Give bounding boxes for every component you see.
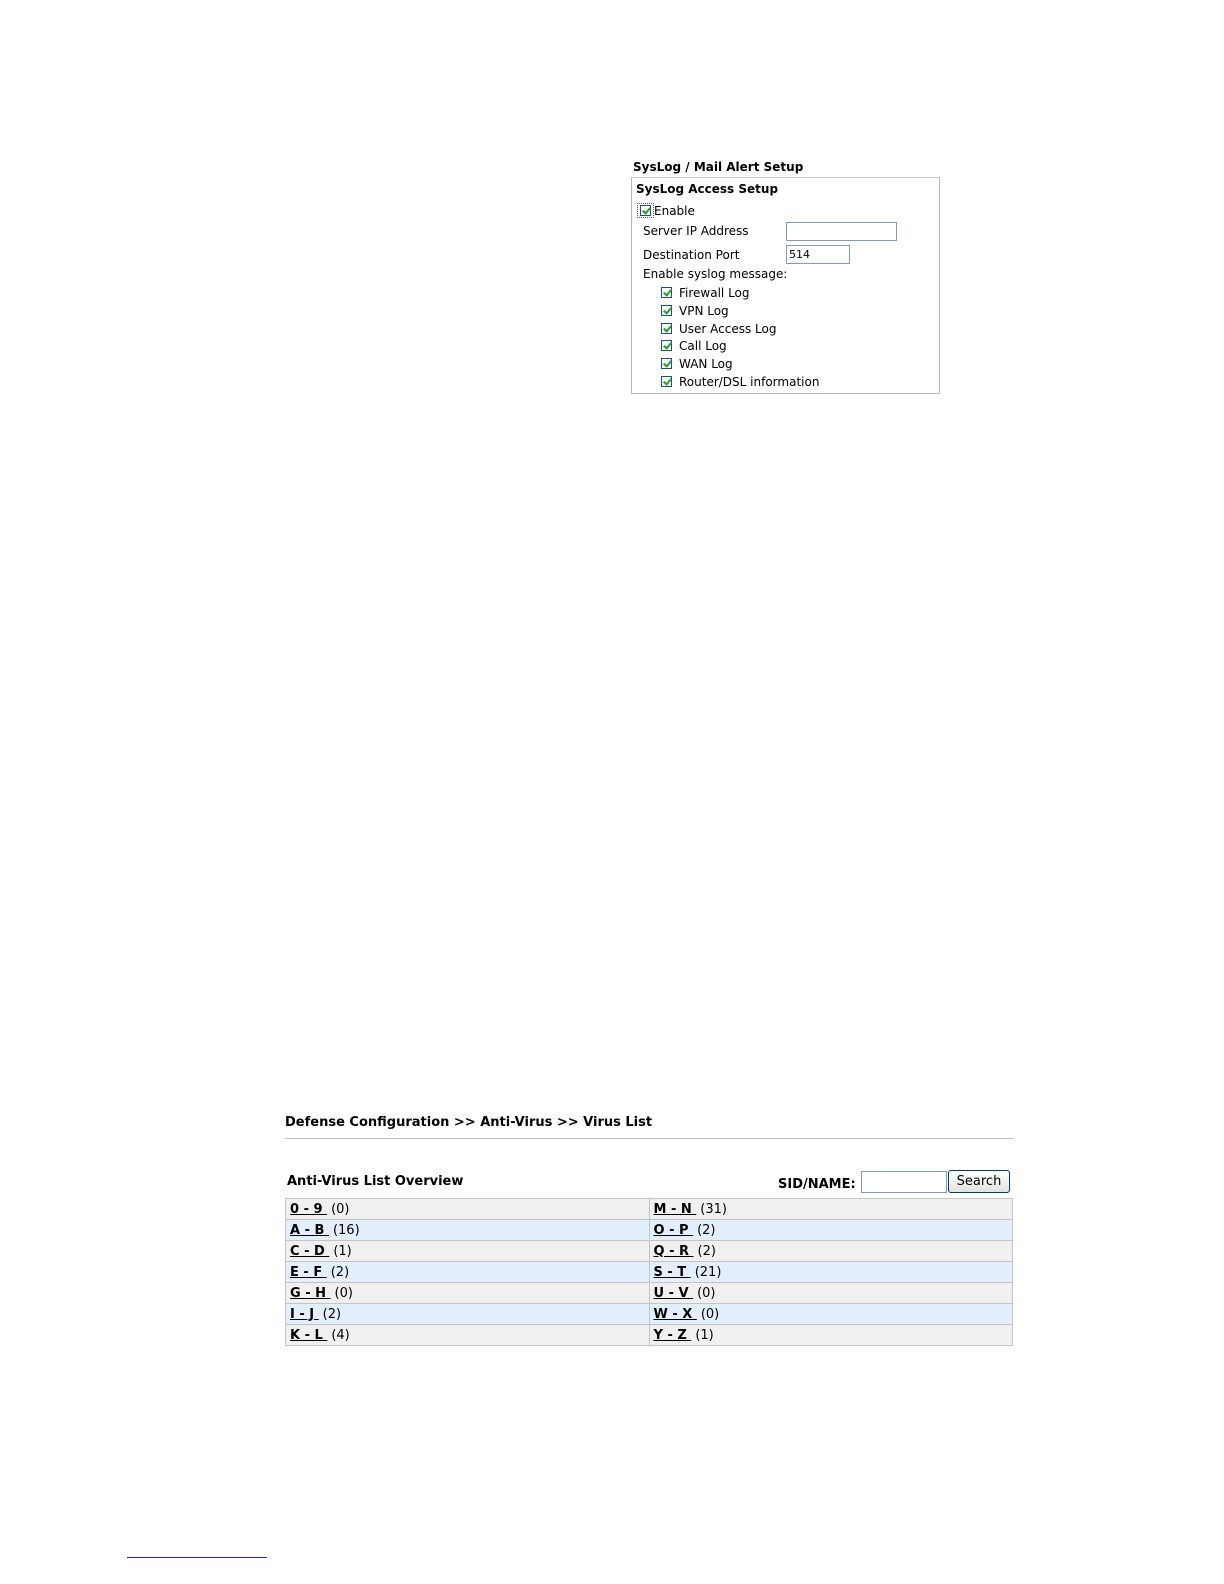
range-link-k-l[interactable]: K - L bbox=[290, 1327, 328, 1343]
range-link-m-n[interactable]: M - N bbox=[653, 1201, 697, 1217]
breadcrumb: Defense Configuration >> Anti-Virus >> Virus List bbox=[285, 1115, 653, 1130]
range-count: (2) bbox=[330, 1264, 350, 1280]
range-link-s-t[interactable]: S - T bbox=[653, 1264, 691, 1280]
table-cell bbox=[286, 1283, 650, 1304]
table-cell bbox=[649, 1199, 1013, 1220]
search-button[interactable]: Search bbox=[948, 1170, 1010, 1193]
table-cell bbox=[286, 1241, 650, 1262]
range-count: (1) bbox=[333, 1243, 352, 1259]
vpn-log-checkbox[interactable] bbox=[661, 305, 672, 316]
range-link-g-h[interactable]: G - H bbox=[290, 1285, 331, 1301]
table-cell bbox=[649, 1325, 1013, 1346]
range-count: (2) bbox=[697, 1243, 716, 1259]
table-cell bbox=[649, 1304, 1013, 1325]
range-count: (2) bbox=[322, 1306, 342, 1322]
syslog-access-panel bbox=[631, 177, 940, 394]
table-cell bbox=[286, 1304, 650, 1325]
table-cell bbox=[649, 1241, 1013, 1262]
range-count: (1) bbox=[695, 1327, 714, 1343]
range-link-u-v[interactable]: U - V bbox=[653, 1285, 694, 1301]
range-link-e-f[interactable]: E - F bbox=[290, 1264, 327, 1280]
vpn-log-label: VPN Log bbox=[679, 304, 729, 318]
wan-log-label: WAN Log bbox=[679, 357, 733, 371]
sid-name-label: SID/NAME: bbox=[778, 1177, 856, 1192]
breadcrumb-divider bbox=[285, 1138, 1013, 1139]
footnote-rule bbox=[127, 1557, 267, 1558]
table-cell bbox=[286, 1220, 650, 1241]
range-link-a-b[interactable]: A - B bbox=[290, 1222, 329, 1238]
destination-port-label: Destination Port bbox=[643, 248, 740, 262]
table-cell bbox=[286, 1262, 650, 1283]
range-count: (2) bbox=[697, 1222, 716, 1238]
user-access-log-checkbox[interactable] bbox=[661, 323, 672, 334]
call-log-label: Call Log bbox=[679, 339, 727, 353]
range-count: (0) bbox=[334, 1285, 353, 1301]
table-cell bbox=[649, 1283, 1013, 1304]
table-row bbox=[286, 1304, 1013, 1325]
range-link-q-r[interactable]: Q - R bbox=[653, 1243, 694, 1259]
router-dsl-info-checkbox[interactable] bbox=[661, 376, 672, 387]
antivirus-overview-title: Anti-Virus List Overview bbox=[287, 1174, 464, 1189]
range-count: (16) bbox=[332, 1222, 360, 1238]
table-row bbox=[286, 1199, 1013, 1220]
syslog-access-title: SysLog Access Setup bbox=[636, 182, 779, 196]
enable-messages-label: Enable syslog message: bbox=[643, 267, 788, 281]
range-link-c-d[interactable]: C - D bbox=[290, 1243, 330, 1259]
user-access-log-label: User Access Log bbox=[679, 322, 777, 336]
table-cell bbox=[286, 1199, 650, 1220]
virus-list-table bbox=[285, 1198, 1013, 1346]
range-count: (0) bbox=[700, 1306, 720, 1322]
destination-port-input[interactable]: 514 bbox=[786, 245, 850, 264]
server-ip-label: Server IP Address bbox=[643, 224, 749, 238]
enable-label: Enable bbox=[654, 204, 695, 218]
range-link-o-p[interactable]: O - P bbox=[653, 1222, 694, 1238]
range-link-0-9[interactable]: 0 - 9 bbox=[290, 1201, 328, 1217]
syslog-page-title: SysLog / Mail Alert Setup bbox=[633, 160, 804, 174]
range-link-w-x[interactable]: W - X bbox=[653, 1306, 697, 1322]
enable-checkbox[interactable] bbox=[640, 205, 651, 216]
router-dsl-info-label: Router/DSL information bbox=[679, 375, 820, 389]
range-count: (4) bbox=[331, 1327, 350, 1343]
table-row bbox=[286, 1241, 1013, 1262]
firewall-log-checkbox[interactable] bbox=[661, 287, 672, 298]
table-row bbox=[286, 1220, 1013, 1241]
range-count: (31) bbox=[700, 1201, 727, 1217]
range-link-i-j[interactable]: I - J bbox=[290, 1306, 319, 1322]
table-cell bbox=[649, 1220, 1013, 1241]
table-row bbox=[286, 1262, 1013, 1283]
wan-log-checkbox[interactable] bbox=[661, 358, 672, 369]
firewall-log-label: Firewall Log bbox=[679, 286, 750, 300]
table-row bbox=[286, 1325, 1013, 1346]
server-ip-input[interactable] bbox=[786, 222, 897, 241]
call-log-checkbox[interactable] bbox=[661, 340, 672, 351]
table-cell bbox=[649, 1262, 1013, 1283]
range-count: (21) bbox=[694, 1264, 722, 1280]
table-cell bbox=[286, 1325, 650, 1346]
table-row bbox=[286, 1283, 1013, 1304]
range-count: (0) bbox=[331, 1201, 350, 1217]
range-count: (0) bbox=[697, 1285, 716, 1301]
sid-name-input[interactable] bbox=[861, 1171, 947, 1193]
range-link-y-z[interactable]: Y - Z bbox=[653, 1327, 692, 1343]
